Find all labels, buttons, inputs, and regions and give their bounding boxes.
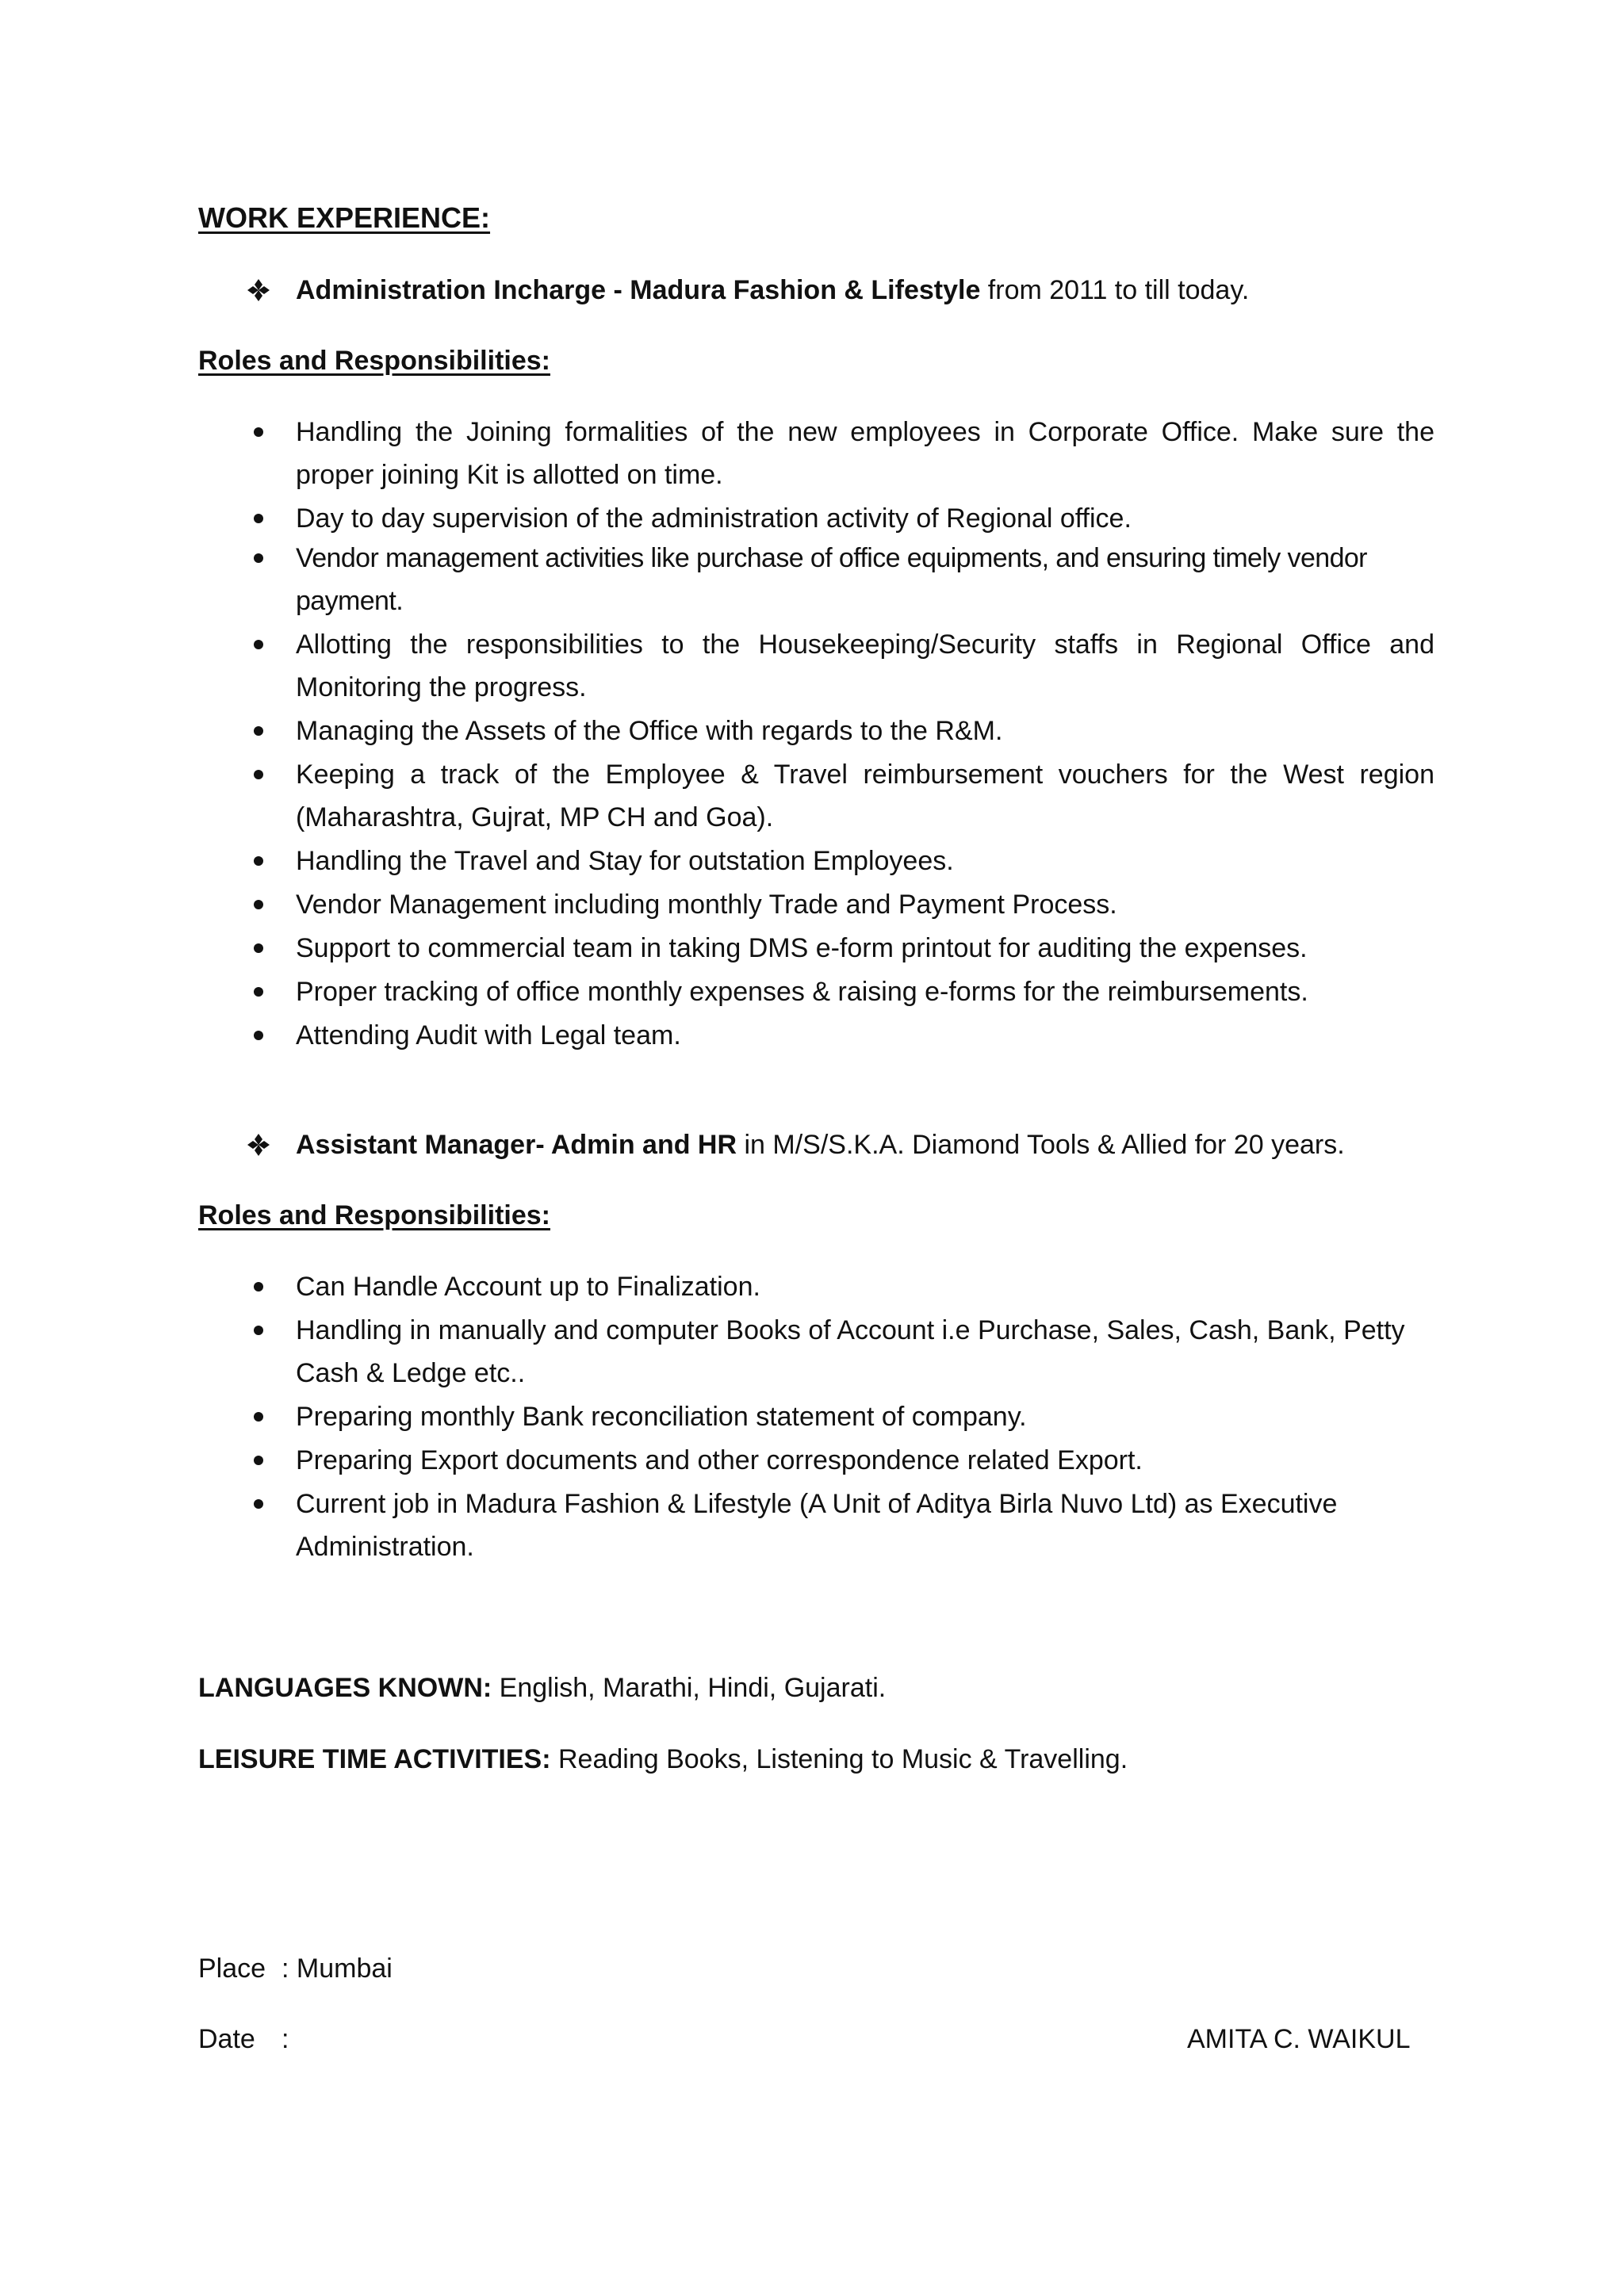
signature-name: AMITA C. WAIKUL [1187, 2024, 1411, 2054]
languages-value: English, Marathi, Hindi, Gujarati. [492, 1673, 887, 1703]
bullet-icon [254, 1031, 263, 1040]
bullet-icon [254, 987, 263, 997]
bullet-icon [254, 1499, 263, 1509]
job1-title: Administration Incharge - Madura Fashion & Lifestyle [296, 275, 981, 305]
languages-label: LANGUAGES KNOWN: [198, 1673, 492, 1703]
bullet-icon [254, 553, 263, 563]
bullet-icon [254, 770, 263, 779]
bullet-icon [254, 900, 263, 909]
list-item: Proper tracking of office monthly expenses & raising e-forms for the reimbursements. [296, 977, 1308, 1007]
job1-line [296, 269, 1249, 312]
leisure-line [198, 1738, 1128, 1781]
bullet-icon [254, 427, 263, 437]
job2-line [296, 1123, 1345, 1166]
date-label: Date [198, 2024, 255, 2054]
list-item: Handling in manually and computer Books of Account i.e Purchase, Sales, Cash, Bank, Petty Cash & Ledge etc.. [296, 1315, 1405, 1388]
languages-line [198, 1667, 886, 1709]
bullet-icon [254, 943, 263, 953]
job1-roles-heading: Roles and Responsibilities: [198, 346, 550, 376]
bullet-icon [254, 1282, 263, 1292]
bullet-icon [254, 1326, 263, 1335]
list-item: Preparing Export documents and other correspondence related Export. [296, 1445, 1143, 1475]
diamond-bullet-icon [244, 1131, 273, 1159]
job2-title: Assistant Manager- Admin and HR [296, 1130, 737, 1160]
bullet-icon [254, 514, 263, 523]
list-item: Current job in Madura Fashion & Lifestyle (A Unit of Aditya Birla Nuvo Ltd) as Executive Administration. [296, 1489, 1338, 1562]
place-label: Place [198, 1954, 266, 1984]
list-item: Can Handle Account up to Finalization. [296, 1272, 760, 1302]
list-item: Managing the Assets of the Office with regards to the R&M. [296, 716, 1003, 746]
diamond-bullet-icon [244, 276, 273, 304]
bullet-icon [254, 726, 263, 736]
leisure-value: Reading Books, Listening to Music & Travelling. [550, 1744, 1128, 1774]
list-item: Vendor Management including monthly Trade and Payment Process. [296, 890, 1117, 920]
list-item: Day to day supervision of the administration activity of Regional office. [296, 503, 1132, 534]
list-item: Support to commercial team in taking DMS e-form printout for auditing the expenses. [296, 933, 1308, 963]
work-experience-heading: WORK EXPERIENCE: [198, 201, 491, 234]
job1-detail: from 2011 to till today. [980, 275, 1250, 305]
place-value: : Mumbai [282, 1954, 393, 1984]
bullet-icon [254, 856, 263, 866]
date-value: : [282, 2024, 289, 2054]
bullet-icon [254, 1412, 263, 1422]
bullet-icon [254, 1456, 263, 1465]
list-item: Handling the Joining formalities of the new employees in Corporate Office. Make sure the proper joining Kit is allotted on time. [296, 417, 1434, 490]
leisure-label: LEISURE TIME ACTIVITIES: [198, 1744, 551, 1774]
list-item: Vendor management activities like purchase of office equipments, and ensuring timely vendor payment. [296, 543, 1367, 616]
list-item: Allotting the responsibilities to the Housekeeping/Security staffs in Regional Office and Monitoring the progress. [296, 629, 1434, 702]
list-item: Preparing monthly Bank reconciliation statement of company. [296, 1402, 1027, 1432]
list-item: Keeping a track of the Employee & Travel reimbursement vouchers for the West region (Maharashtra, Gujrat, MP CH and Goa). [296, 760, 1434, 832]
job2-roles-heading: Roles and Responsibilities: [198, 1200, 550, 1230]
bullet-icon [254, 640, 263, 649]
list-item: Handling the Travel and Stay for outstation Employees. [296, 846, 954, 876]
job2-detail: in M/S/S.K.A. Diamond Tools & Allied for 20 years. [737, 1130, 1345, 1160]
list-item: Attending Audit with Legal team. [296, 1020, 681, 1050]
